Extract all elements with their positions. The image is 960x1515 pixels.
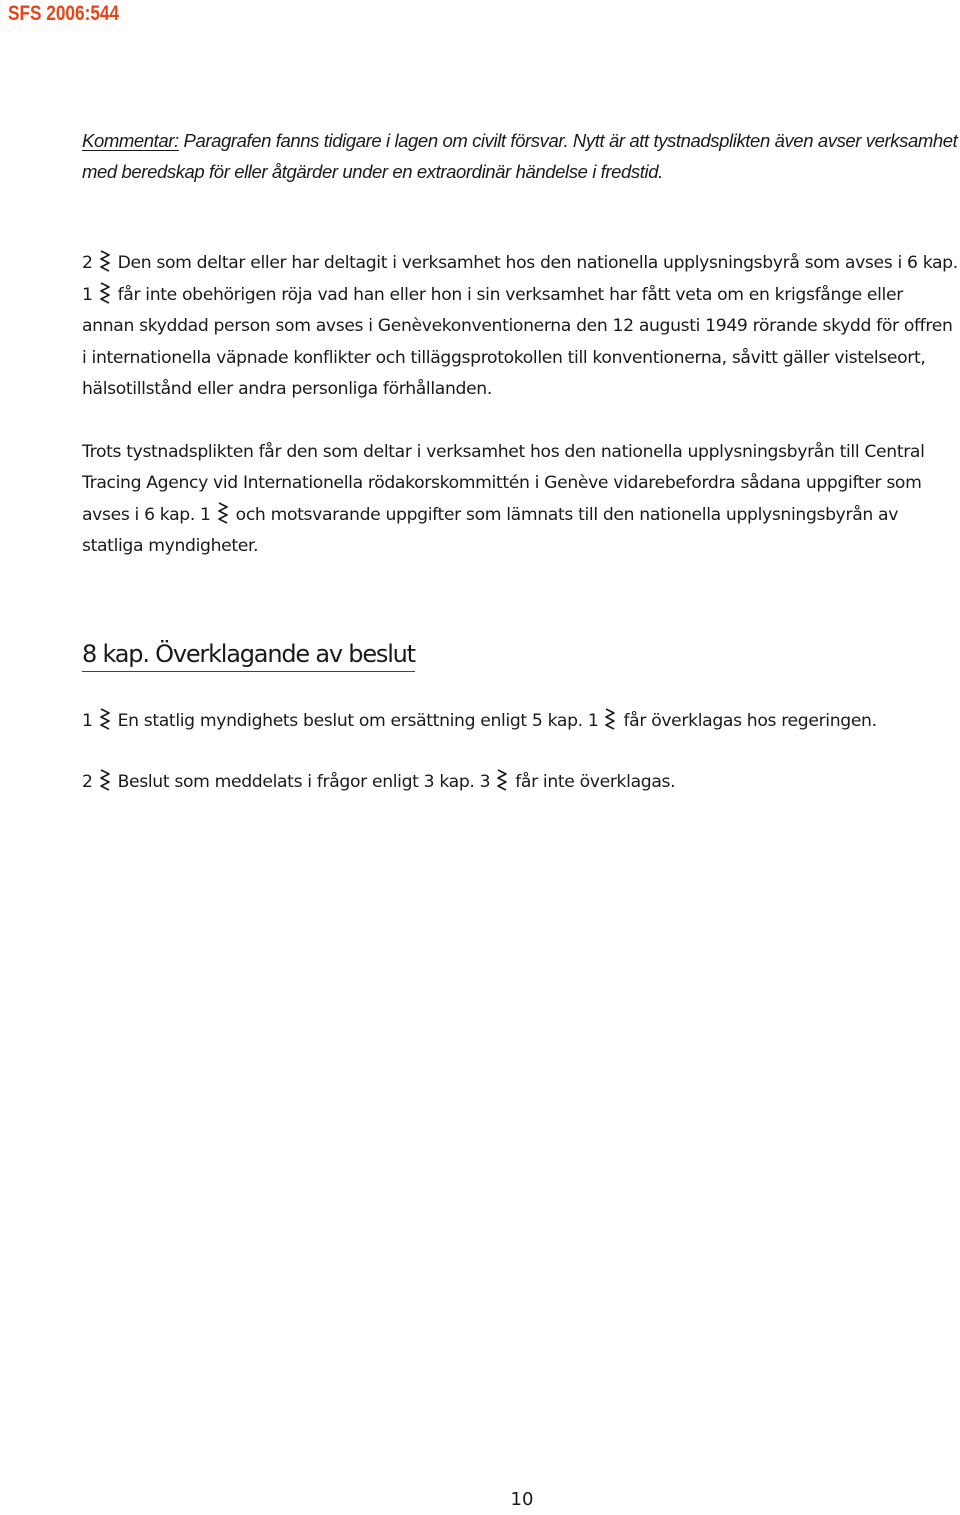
- comment-paragraph: [82, 125, 958, 187]
- section-sign-icon: [98, 250, 112, 272]
- section-number: 1: [82, 710, 93, 731]
- section-8-1-paragraph: [82, 706, 958, 738]
- section-sign-icon: [98, 769, 112, 791]
- document-id: SFS 2006:544: [8, 2, 120, 25]
- page-number: 10: [510, 1489, 534, 1510]
- section-text-b: får inte obehörigen röja vad han eller hon i sin verksamhet har fått veta om en krigsfånge eller annan skyddad person som avses i Genèvekonventionerna den 12 augusti 1949 rörande skydd för offren i internationella väpnade konflikter och tilläggsprotokollen till konventionerna, såvitt gäller vistelseort, hälsotillstånd eller andra personliga förhållanden.: [82, 284, 953, 399]
- section-7-2-second-paragraph: [82, 437, 958, 563]
- comment-text: Paragrafen fanns tidigare i lagen om civilt försvar. Nytt är att tystnadsplikten även avser verksamhet med beredskap för eller åtgärder under en extraordinär händelse i fredstid.: [82, 130, 958, 182]
- section-text-b: får överklagas hos regeringen.: [623, 710, 877, 731]
- section-sign-icon: [495, 769, 509, 791]
- section-sign-icon: [98, 282, 112, 304]
- section-text-b: och motsvarande uppgifter som lämnats till den nationella upplysningsbyrån av statliga myndigheter.: [82, 504, 899, 556]
- section-text-a: Beslut som meddelats i frågor enligt 3 kap. 3: [117, 772, 491, 792]
- section-sign-icon: [603, 708, 617, 730]
- section-sign-icon: [216, 502, 230, 524]
- section-text-b: får inte överklagas.: [515, 772, 676, 792]
- section-text-a: Den som deltar eller har deltagit i verksamhet hos den nationella upplysningsbyrå som avses i 6 kap. 1: [82, 253, 958, 305]
- section-text-a: Trots tystnadsplikten får den som deltar i verksamhet hos den nationella upplysningsbyrån till Central Tracing Agency vid Internationella rödakorskommittén i Genève vidarebefordra sådana uppgifter som avses i 6 kap. 1: [82, 441, 925, 525]
- section-sign-icon: [98, 708, 112, 730]
- section-number: 2: [82, 772, 93, 792]
- section-7-2-paragraph: [82, 248, 958, 406]
- section-text-a: En statlig myndighets beslut om ersättning enligt 5 kap. 1: [117, 710, 599, 731]
- chapter-heading: 8 kap. Överklagande av beslut: [82, 637, 415, 672]
- document-body: [82, 125, 958, 799]
- comment-label: Kommentar:: [82, 130, 179, 151]
- section-8-2-paragraph: [82, 767, 958, 799]
- section-number: 2: [82, 253, 93, 273]
